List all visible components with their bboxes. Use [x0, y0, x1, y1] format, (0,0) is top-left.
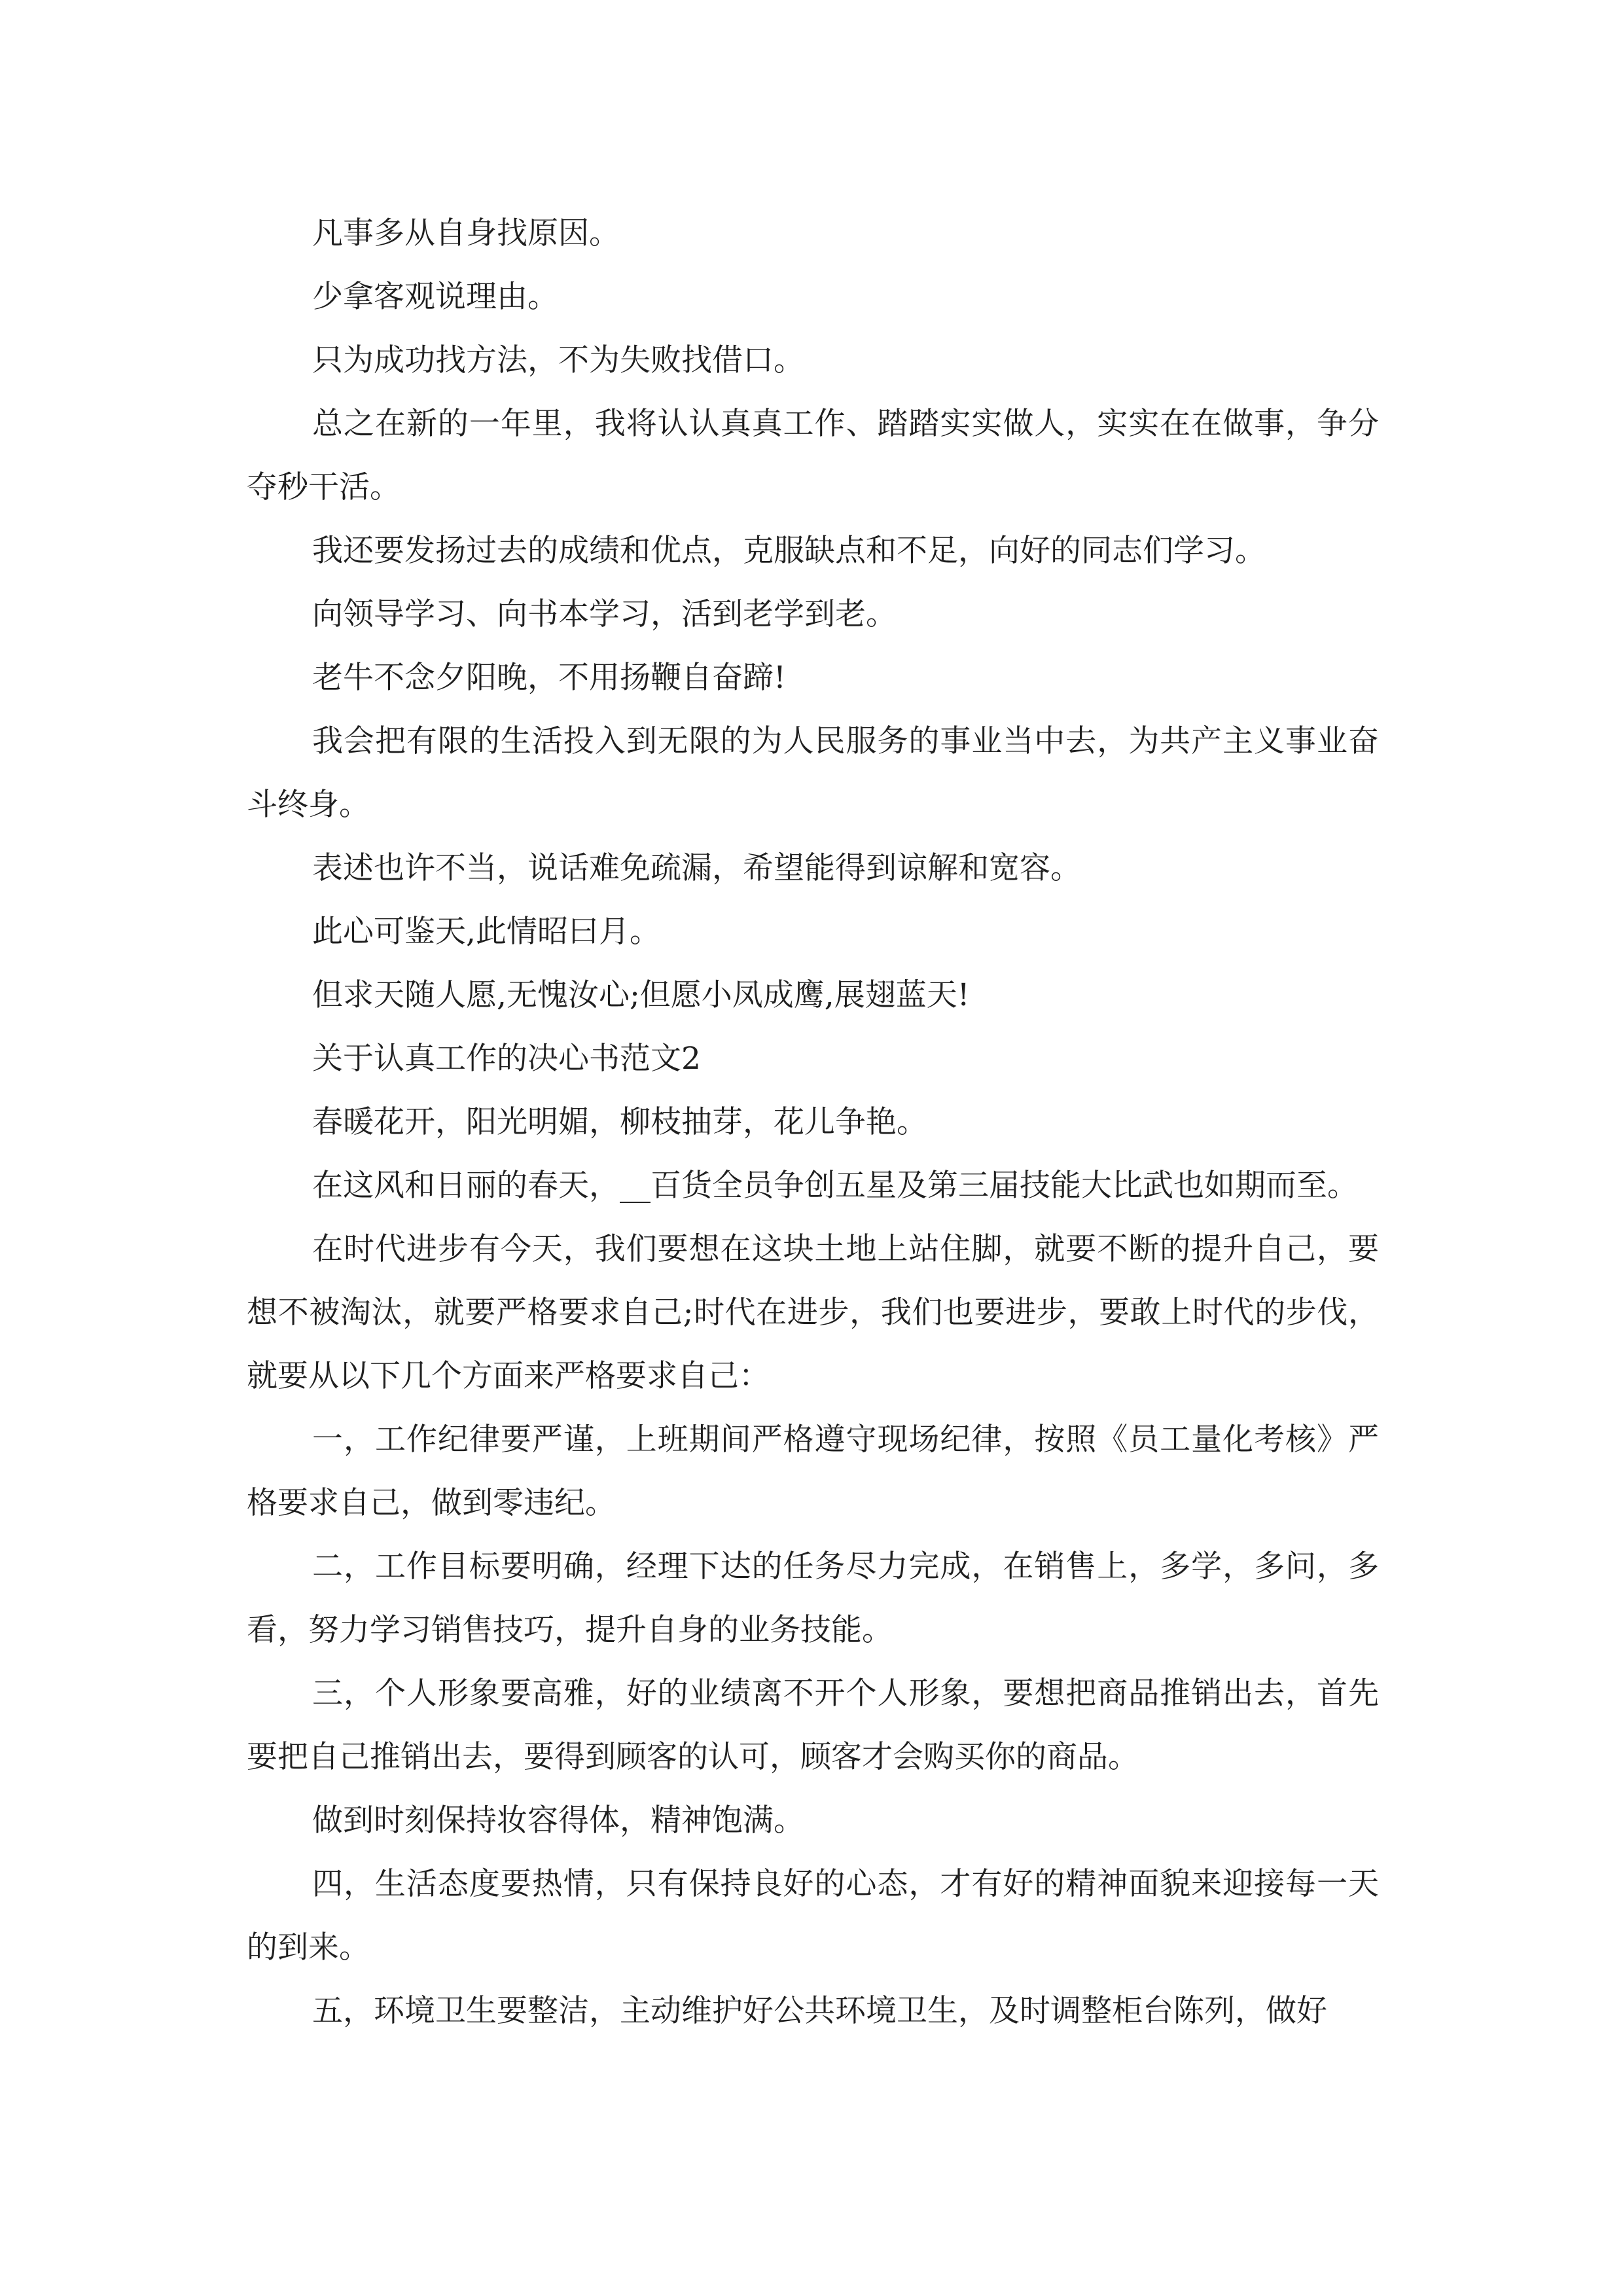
- paragraph: 此心可鉴天,此情昭曰月。: [312, 914, 660, 950]
- paragraph: 凡事多从自身找原因。: [312, 215, 620, 251]
- paragraph: 春暖花开，阳光明媚，柳枝抽芽，花儿争艳。: [312, 1104, 927, 1140]
- paragraph: 五，环境卫生要整洁，主动维护好公共环境卫生，及时调整柜台陈列，做好: [312, 1993, 1327, 2029]
- paragraph: 四，生活态度要热情，只有保持良好的心态，才有好的精神面貌来迎接每一天的到来。: [247, 1866, 1379, 1965]
- paragraph: 表述也许不当，说话难免疏漏，希望能得到谅解和宽容。: [312, 850, 1081, 886]
- paragraph: 三，个人形象要高雅，好的业绩离不开个人形象，要想把商品推销出去，首先要把自己推销出去，要得到顾客的认可，顾客才会购买你的商品。: [247, 1676, 1379, 1775]
- paragraph: 老牛不念夕阳晚，不用扬鞭自奋蹄!: [312, 660, 786, 696]
- paragraph: 做到时刻保持妆容得体，精神饱满。: [312, 1803, 804, 1839]
- paragraph: 二，工作目标要明确，经理下达的任务尽力完成，在销售上，多学，多问，多看，努力学习销售技巧，提升自身的业务技能。: [247, 1549, 1379, 1648]
- paragraph: 在时代进步有今天，我们要想在这块土地上站住脚，就要不断的提升自己，要想不被淘汰，就要严格要求自己;时代在进步，我们也要进步，要敢上时代的步伐，就要从以下几个方面来严格要求自己：: [247, 1231, 1379, 1394]
- paragraph: 向领导学习、向书本学习，活到老学到老。: [312, 596, 897, 632]
- paragraph: 一，工作纪律要严谨，上班期间严格遵守现场纪律，按照《员工量化考核》严格要求自己，做到零违纪。: [247, 1422, 1379, 1521]
- paragraph: 在这风和日丽的春天，__百货全员争创五星及第三届技能大比武也如期而至。: [312, 1168, 1358, 1204]
- section-heading: 关于认真工作的决心书范文2: [312, 1041, 701, 1077]
- paragraph: 少拿客观说理由。: [312, 279, 558, 315]
- paragraph: 但求天随人愿,无愧汝心;但愿小凤成鹰,展翅蓝天!: [312, 977, 970, 1013]
- paragraph: 我会把有限的生活投入到无限的为人民服务的事业当中去，为共产主义事业奋斗终身。: [247, 723, 1379, 823]
- paragraph: 我还要发扬过去的成绩和优点，克服缺点和不足，向好的同志们学习。: [312, 533, 1266, 569]
- document-body: [247, 202, 1379, 2043]
- paragraph: 只为成功找方法，不为失败找借口。: [312, 342, 804, 378]
- paragraph: 总之在新的一年里，我将认认真真工作、踏踏实实做人，实实在在做事，争分夺秒干活。: [247, 406, 1379, 505]
